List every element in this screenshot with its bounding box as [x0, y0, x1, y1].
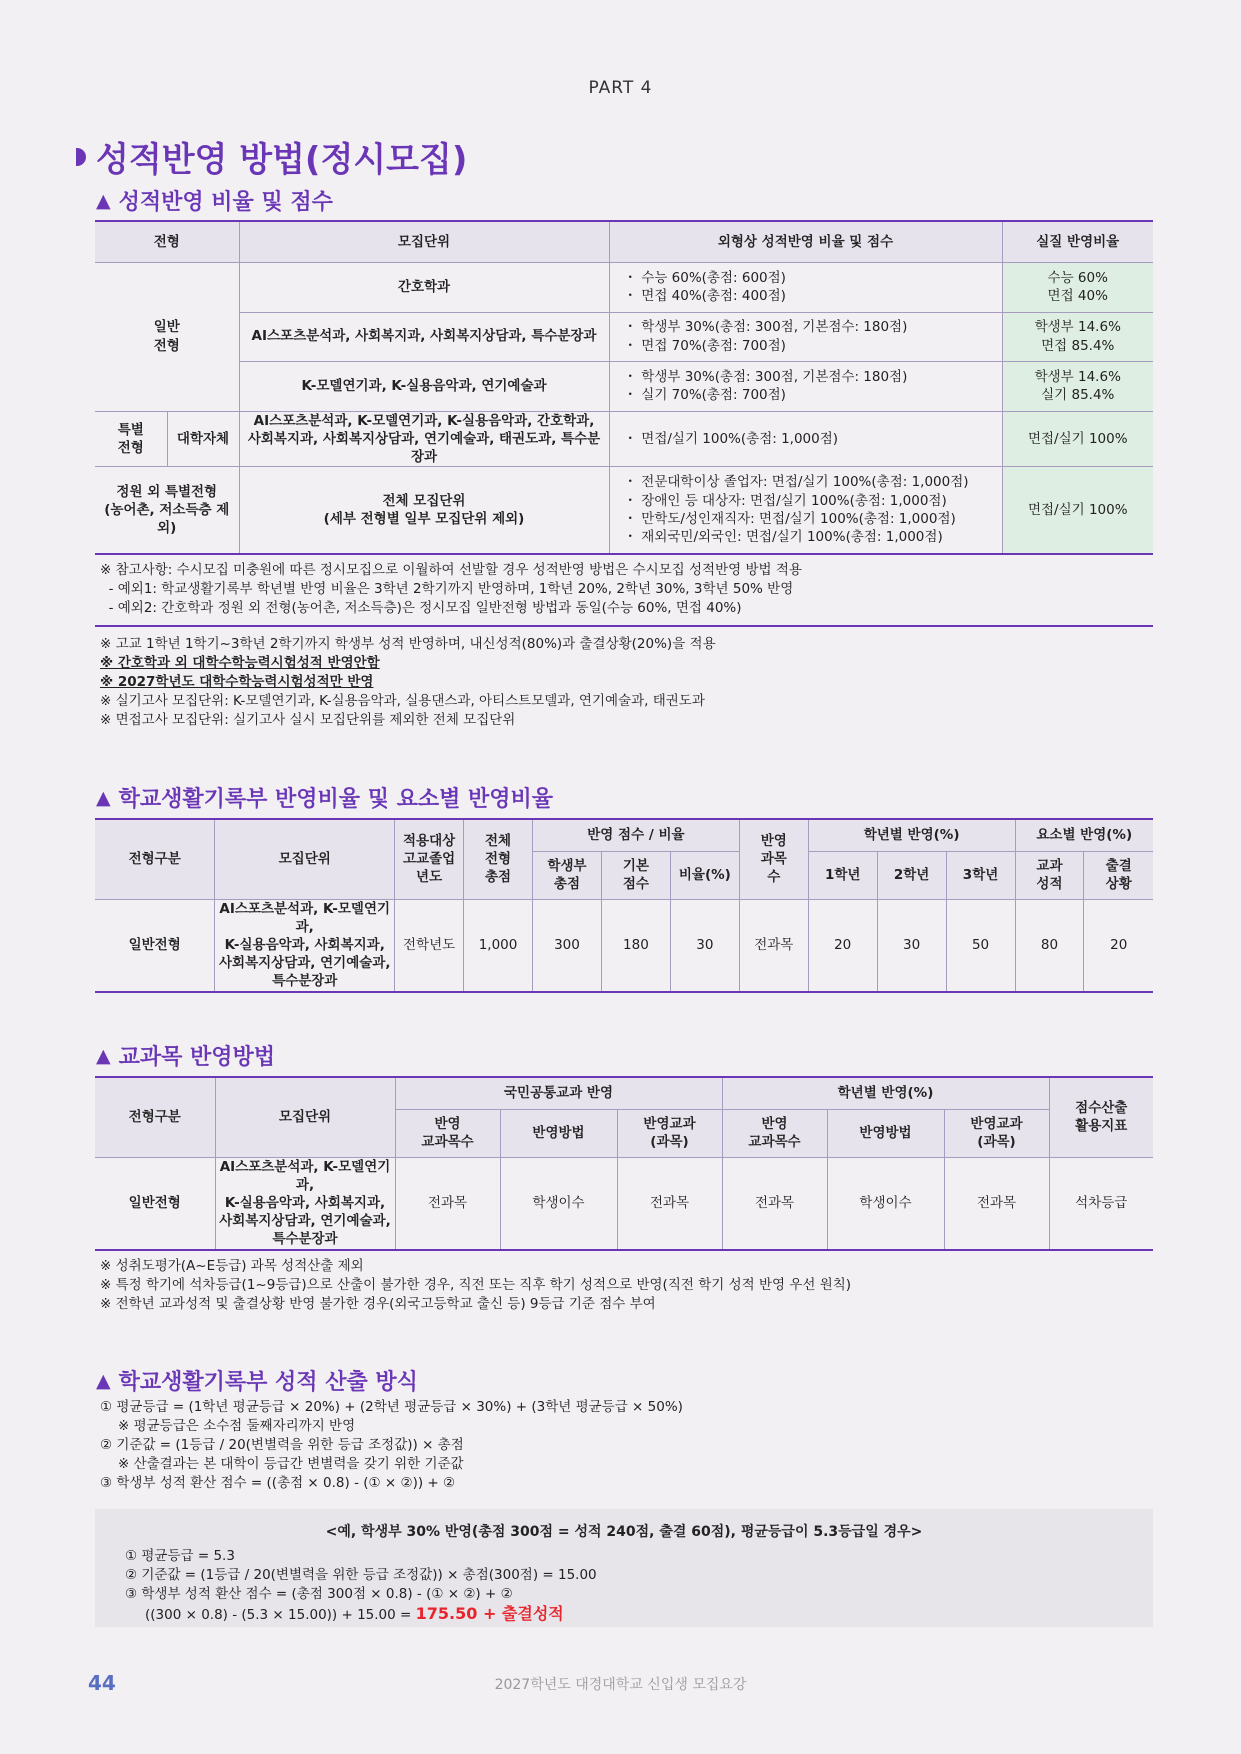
header-cell: 반영 과목 수 — [739, 819, 808, 899]
example-box: <예, 학생부 30% 반영(총점 300점 = 성적 240점, 출결 60점), 평균등급이 5.3등급일 경우> ① 평균등급 = 5.3 ② 기준값 = (1등급 / 20(변별력을 위한 등급 조정값)) × 총점(300점) = 15.00 ③ 학생부 성적 환산 점수 = (총점 300점 × 0.8) - (① × ②) + ② ((300 × 0.8) - (5.3 × 15.00)) + 15.00 = 175.50 + 출결성적 — [95, 1509, 1153, 1627]
type-cell: 특별 전형 — [95, 411, 167, 467]
table-cell: 일반전형 — [95, 899, 215, 992]
calc-formula: ① 평균등급 = (1학년 평균등급 × 20%) + (2학년 평균등급 × 30%) + (3학년 평균등급 × 50%) ※ 평균등급은 소수점 둘째자리까지 반영 ② 기준값 = (1등급 / 20(변별력을 위한 등급 조정값)) × 총점 ※ 산출결과는 본 대학이 등급간 변별력을 갖기 위한 기준값 ③ 학생부 성적 환산 점수 = ((총점 × 0.8) - (① × ②)) + ② — [100, 1399, 683, 1491]
header-cell: 전형 — [95, 221, 239, 262]
grade-notes: ※ 고교 1학년 1학기~3학년 2학기까지 학생부 성적 반영하며, 내신성적(80%)과 출결상황(20%)을 적용 ※ 간호학과 외 대학수학능력시험성적 반영안함 ※ 2027학년도 대학수학능력시험성적만 반영 ※ 실기고사 모집단위: K-모델연기과, K-실용음악과, 실용댄스과, 아티스트모델과, 연기예술과, 태권도과 ※ 면접고사 모집단위: 실기고사 실시 모집단위를 제외한 전체 모집단위 — [100, 636, 716, 728]
header-cell: 국민공통교과 반영 — [395, 1077, 722, 1109]
table-cell: 30 — [877, 899, 946, 992]
ratio-cell: ・ 수능 60%(총점: 600점) ・ 면접 40%(총점: 400점) — [609, 262, 1002, 312]
ratio-cell: ・ 면접/실기 100%(총점: 1,000점) — [609, 411, 1002, 467]
header-cell: 모집단위 — [239, 221, 609, 262]
part-label: PART 4 — [588, 78, 653, 98]
reference-notes: ※ 참고사항: 수시모집 미충원에 따른 정시모집으로 이월하여 선발할 경우 성적반영 방법은 수시모집 성적반영 방법 적용 - 예외1: 학교생활기록부 학년별 반영 비율은 3학년 2학기까지 반영하며, 1학년 20%, 2학년 30%, 3학년 50% 반영 - 예외2: 간호학과 정원 외 전형(농어촌, 저소득층)은 정시모집 일반전형 방법과 동일(수능 60%, 면접 40%) — [100, 562, 802, 616]
table-cell: 1,000 — [464, 899, 533, 992]
bullet-icon — [76, 148, 86, 166]
header-cell: 3학년 — [946, 851, 1015, 899]
subject-notes: ※ 성취도평가(A~E등급) 과목 성적산출 제외 ※ 특정 학기에 석차등급(1~9등급)으로 산출이 불가한 경우, 직전 또는 직후 학기 성적으로 반영(직전 학기 성적 반영 우선 원칙) ※ 전학년 교과성적 및 출결상황 반영 불가한 경우(외국고등학교 출신 등) 9등급 기준 점수 부여 — [100, 1258, 852, 1312]
table-cell: 180 — [601, 899, 670, 992]
header-cell: 학년별 반영(%) — [722, 1077, 1049, 1109]
table-cell: 300 — [533, 899, 602, 992]
score-ratio-table — [95, 220, 1153, 555]
header-cell: 반영방법 — [827, 1109, 944, 1157]
table-cell: 석차등급 — [1049, 1157, 1153, 1250]
subject-method-table — [95, 1076, 1153, 1251]
record-ratio-table — [95, 818, 1153, 993]
header-cell: 전체 전형 총점 — [464, 819, 533, 899]
header-cell: 기본 점수 — [601, 851, 670, 899]
unit-cell: 전체 모집단위 (세부 전형별 일부 모집단위 제외) — [239, 467, 609, 554]
table-cell: 20 — [808, 899, 877, 992]
header-cell: 요소별 반영(%) — [1015, 819, 1153, 851]
triangle-icon: ▲ — [96, 189, 111, 212]
example-result: 175.50 + 출결성적 — [415, 1604, 564, 1623]
header-cell: 학생부 총점 — [533, 851, 602, 899]
table-cell: AI스포츠분석과, K-모델연기과, K-실용음악과, 사회복지과, 사회복지상담과, 연기예술과, 특수분장과 — [215, 1157, 395, 1250]
table-cell: 50 — [946, 899, 1015, 992]
header-cell: 비율(%) — [670, 851, 739, 899]
type-cell: 일반 전형 — [95, 262, 239, 411]
header-cell: 외형상 성적반영 비율 및 점수 — [609, 221, 1002, 262]
real-cell: 학생부 14.6% 실기 85.4% — [1002, 361, 1153, 411]
unit-cell: AI스포츠분석과, 사회복지과, 사회복지상담과, 특수분장과 — [239, 312, 609, 361]
table-cell: 학생이수 — [500, 1157, 617, 1250]
real-cell: 수능 60% 면접 40% — [1002, 262, 1153, 312]
header-cell: 학년별 반영(%) — [808, 819, 1015, 851]
real-cell: 면접/실기 100% — [1002, 467, 1153, 554]
header-cell: 전형구분 — [95, 819, 215, 899]
section-title-2: ▲ 학교생활기록부 반영비율 및 요소별 반영비율 — [96, 786, 554, 812]
header-cell: 교과 성적 — [1015, 851, 1084, 899]
table-cell: 전과목 — [395, 1157, 500, 1250]
triangle-icon: ▲ — [96, 1044, 111, 1067]
table-cell: AI스포츠분석과, K-모델연기과, K-실용음악과, 사회복지과, 사회복지상담과, 연기예술과, 특수분장과 — [215, 899, 395, 992]
table-row — [95, 899, 1153, 992]
header-cell: 반영 교과목수 — [395, 1109, 500, 1157]
header-cell: 반영교과 (과목) — [944, 1109, 1049, 1157]
table-cell: 전과목 — [739, 899, 808, 992]
triangle-icon: ▲ — [96, 1369, 111, 1392]
header-cell: 출결 상황 — [1084, 851, 1153, 899]
page-number: 44 — [88, 1671, 116, 1695]
header-cell: 전형구분 — [95, 1077, 215, 1157]
header-cell: 반영방법 — [500, 1109, 617, 1157]
table-row — [95, 1157, 1153, 1250]
header-cell: 점수산출 활용지표 — [1049, 1077, 1153, 1157]
header-cell: 반영 점수 / 비율 — [533, 819, 740, 851]
unit-cell: AI스포츠분석과, K-모델연기과, K-실용음악과, 간호학과, 사회복지과, 사회복지상담과, 연기예술과, 태권도과, 특수분장과 — [239, 411, 609, 467]
section-title-1: ▲ 성적반영 비율 및 점수 — [96, 189, 333, 215]
header-cell: 모집단위 — [215, 819, 395, 899]
table-cell: 학생이수 — [827, 1157, 944, 1250]
triangle-icon: ▲ — [96, 786, 111, 809]
divider — [95, 625, 1153, 627]
section-title-3: ▲ 교과목 반영방법 — [96, 1044, 276, 1070]
ratio-cell: ・ 학생부 30%(총점: 300점, 기본점수: 180점) ・ 면접 70%(총점: 700점) — [609, 312, 1002, 361]
table-cell: 일반전형 — [95, 1157, 215, 1250]
page-title: 성적반영 방법(정시모집) — [76, 132, 467, 181]
table-cell: 20 — [1084, 899, 1153, 992]
header-cell: 적용대상 고교졸업 년도 — [395, 819, 464, 899]
section-title-4: ▲ 학교생활기록부 성적 산출 방식 — [96, 1369, 418, 1395]
table-cell: 전과목 — [944, 1157, 1049, 1250]
ratio-cell: ・ 학생부 30%(총점: 300점, 기본점수: 180점) ・ 실기 70%(총점: 700점) — [609, 361, 1002, 411]
header-cell: 2학년 — [877, 851, 946, 899]
table-cell: 전과목 — [617, 1157, 722, 1250]
header-cell: 반영 교과목수 — [722, 1109, 827, 1157]
table-cell: 80 — [1015, 899, 1084, 992]
subtype-cell: 대학자체 — [167, 411, 239, 467]
unit-cell: 간호학과 — [239, 262, 609, 312]
table-cell: 전학년도 — [395, 899, 464, 992]
header-cell: 반영교과 (과목) — [617, 1109, 722, 1157]
table-cell: 30 — [670, 899, 739, 992]
header-cell: 1학년 — [808, 851, 877, 899]
header-cell: 모집단위 — [215, 1077, 395, 1157]
real-cell: 면접/실기 100% — [1002, 411, 1153, 467]
unit-cell: K-모델연기과, K-실용음악과, 연기예술과 — [239, 361, 609, 411]
table-cell: 전과목 — [722, 1157, 827, 1250]
header-cell: 실질 반영비율 — [1002, 221, 1153, 262]
footer-text: 2027학년도 대경대학교 신입생 모집요강 — [494, 1677, 747, 1693]
real-cell: 학생부 14.6% 면접 85.4% — [1002, 312, 1153, 361]
ratio-cell: ・ 전문대학이상 졸업자: 면접/실기 100%(총점: 1,000점) ・ 장애인 등 대상자: 면접/실기 100%(총점: 1,000점) ・ 만학도/성인재직자: 면접/실기 100%(총점: 1,000점) ・ 재외국민/외국인: 면접/실기 100%(총점: 1,000점) — [609, 467, 1002, 554]
type-cell: 정원 외 특별전형 (농어촌, 저소득층 제외) — [95, 467, 239, 554]
